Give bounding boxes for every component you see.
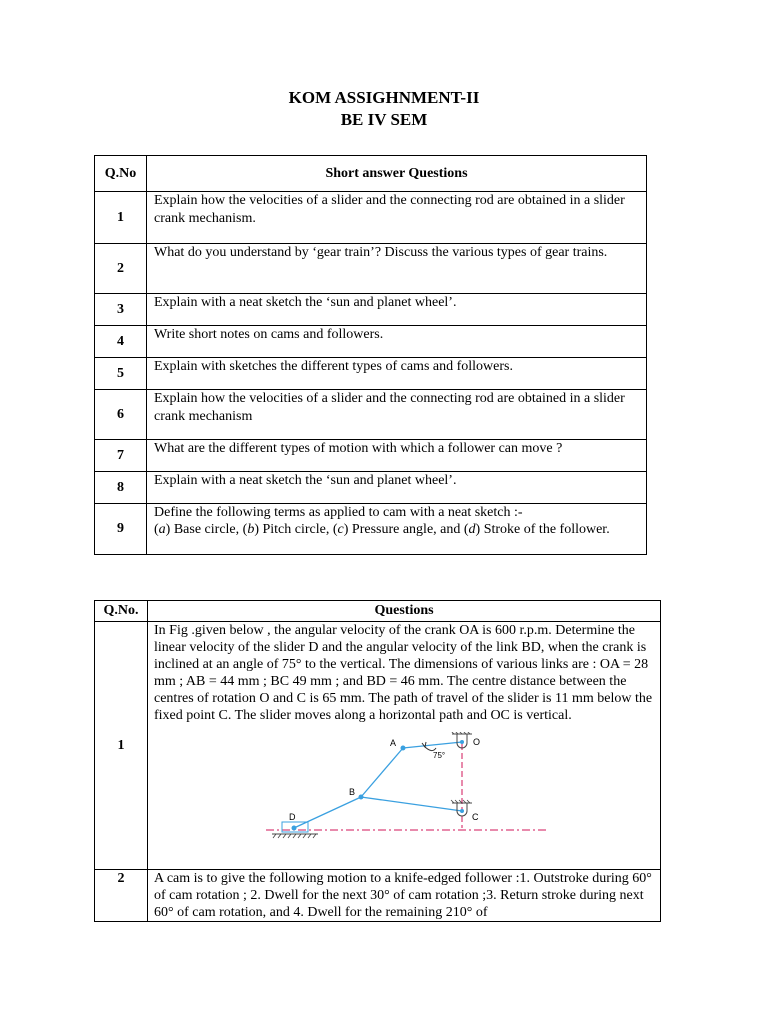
- question-text: Explain with a neat sketch the ‘sun and planet wheel’.: [147, 472, 647, 504]
- joint-b: [359, 795, 364, 800]
- item-c-text: Pressure angle, and (: [351, 522, 469, 537]
- question-text: What are the different types of motion with which a follower can move ?: [147, 440, 647, 472]
- table-row: [95, 472, 647, 504]
- question-number: 6: [95, 390, 147, 440]
- question-number: 2: [95, 870, 148, 922]
- qno-header: Q.No: [95, 156, 147, 192]
- questions-header: Short answer Questions: [147, 156, 647, 192]
- question-number: 1: [95, 622, 148, 870]
- table-row: [95, 870, 661, 922]
- long-answer-table: [94, 600, 661, 922]
- table-row: [95, 622, 661, 870]
- question-number: 8: [95, 472, 147, 504]
- table-row: [95, 358, 647, 390]
- item-d-text: Stroke of the follower.: [483, 522, 610, 537]
- question-text: Explain with sketches the different types of cams and followers.: [147, 358, 647, 390]
- item-b: b: [247, 522, 255, 537]
- question-text: What do you understand by ‘gear train’? Discuss the various types of gear trains.: [147, 244, 647, 294]
- qno-header: Q.No.: [95, 601, 148, 622]
- label-b: B: [349, 787, 356, 797]
- question-text: Explain with a neat sketch the ‘sun and planet wheel’.: [147, 294, 647, 326]
- item-b-text: Pitch circle, (: [262, 522, 338, 537]
- document-subtitle: BE IV SEM: [340, 110, 428, 129]
- question-cell: [148, 622, 661, 870]
- table-row: [95, 504, 647, 555]
- document-title: KOM ASSIGHNMENT-II: [288, 88, 480, 107]
- table-row: [95, 440, 647, 472]
- question-text: Explain how the velocities of a slider and the connecting rod are obtained in a slider crank mechanism: [147, 390, 647, 440]
- mechanism-figure: [266, 732, 546, 840]
- angle-arc: [424, 746, 436, 751]
- question-number: 7: [95, 440, 147, 472]
- question-text: In Fig .given below , the angular velocity of the crank OA is 600 r.p.m. Determine the linear velocity of the slider D and the angular velocity of the link BD, when the crank is inclined at an angle of 75° to the vertical. The dimensions of various links are : OA = 28 mm ; AB = 44 mm ; BC 49 mm ; and BD = 46 mm. The centre distance between the centres of rotation O and C is 65 mm. The path of travel of the slider is 11 mm below the fixed point C. The slider moves along a horizontal path and OC is vertical.: [154, 623, 653, 723]
- question-number: 2: [95, 244, 147, 294]
- question-number: 9: [95, 504, 147, 555]
- short-answer-table: [94, 155, 647, 555]
- questions-header: Questions: [148, 601, 661, 622]
- label-d: D: [289, 812, 296, 822]
- label-a: A: [390, 738, 397, 748]
- item-d: d: [468, 522, 476, 537]
- question-text: Explain how the velocities of a slider and the connecting rod are obtained in a slider crank mechanism.: [147, 192, 647, 244]
- table-row: [95, 390, 647, 440]
- joint-d: [292, 826, 297, 831]
- question-text: A cam is to give the following motion to a knife-edged follower :1. Outstroke during 60° of cam rotation ; 2. Dwell for the next 30° of cam rotation ;3. Return stroke during next 60° of cam rotation, and 4. Dwell for the remaining 210° of: [148, 870, 661, 922]
- label-angle: 75°: [433, 751, 446, 760]
- link-bc: [361, 797, 462, 811]
- question-number: 5: [95, 358, 147, 390]
- question-number: 4: [95, 326, 147, 358]
- label-c: C: [472, 812, 479, 822]
- table-header-row: [95, 156, 647, 192]
- question-text-line1: Define the following terms as applied to cam with a neat sketch :-: [154, 505, 523, 520]
- table-row: [95, 192, 647, 244]
- item-a: a: [158, 522, 166, 537]
- label-o: O: [473, 737, 481, 747]
- question-number: 3: [95, 294, 147, 326]
- item-a-text: Base circle, (: [173, 522, 248, 537]
- link-ab: [361, 748, 403, 797]
- item-c: c: [337, 522, 344, 537]
- link-bd: [294, 797, 361, 828]
- crank-oa: [403, 742, 462, 748]
- table-row: [95, 326, 647, 358]
- joint-a: [401, 746, 406, 751]
- table-row: [95, 294, 647, 326]
- question-number: 1: [95, 192, 147, 244]
- table-header-row: [95, 601, 661, 622]
- question-text: Define the following terms as applied to cam with a neat sketch :- (a) Base circle, (b) Pitch circle, (c) Pressure angle, and (d) Stroke of the follower.: [147, 504, 647, 555]
- question-text: Write short notes on cams and followers.: [147, 326, 647, 358]
- table-row: [95, 244, 647, 294]
